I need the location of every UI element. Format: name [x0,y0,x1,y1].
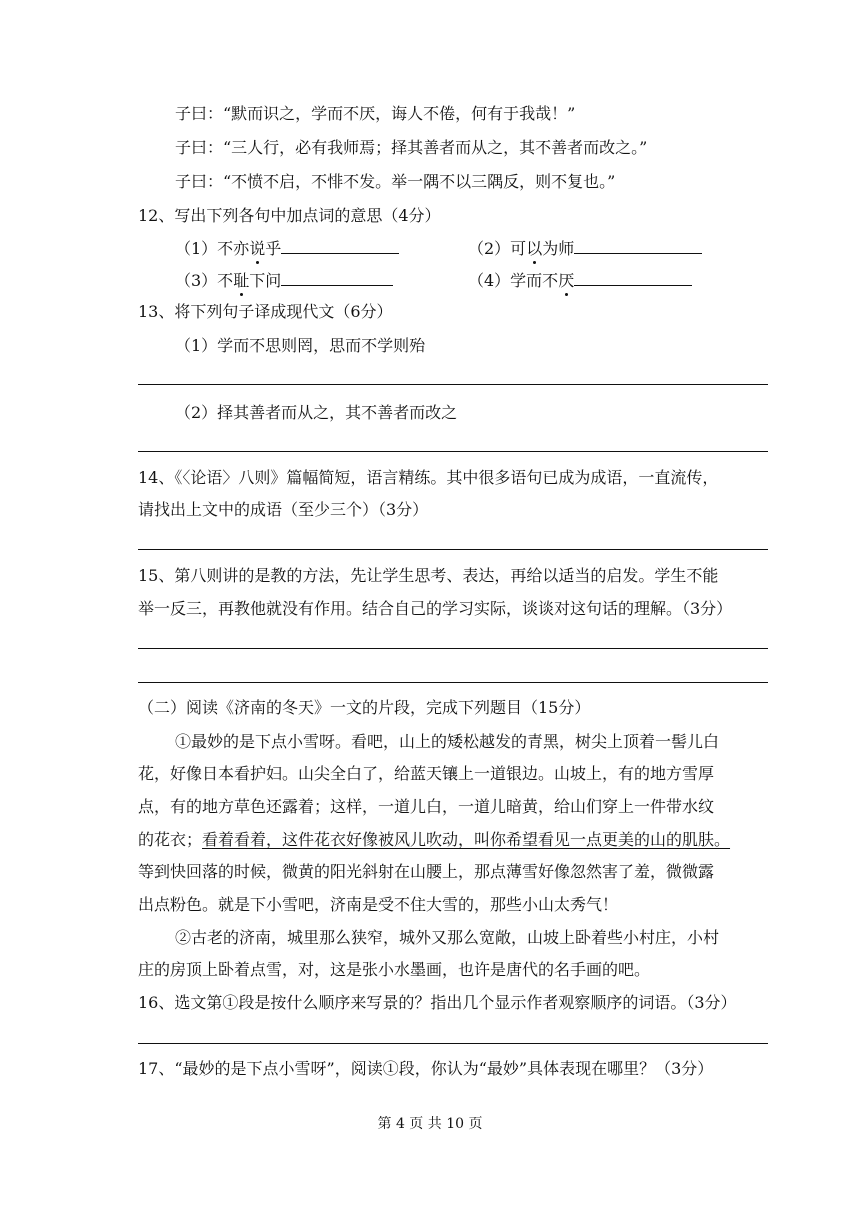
question-14-line-1: 14、《〈论语〉八则》篇幅简短，语言精练。其中很多语句已成为成语，一直流传， [138,468,719,487]
q13-answer-line-2[interactable] [138,451,768,452]
question-15-line-1: 15、第八则讲的是教的方法，先让学生思考、表达，再给以适当的启发。学生不能 [138,566,719,585]
question-15-line-2: 举一反三，再教他就没有作用。结合自己的学习实际，谈谈对这句话的理解。（3分） [138,599,733,618]
q12-item-2-post: 为师 [542,239,575,258]
q16-answer-line[interactable] [138,1043,768,1044]
section-2-title: （二）阅读《济南的冬天》一文的片段，完成下列题目（15分） [138,698,591,717]
underlined-sentence: 看着看着，这件花衣好像被风儿吹动，叫你希望看见一点更美的山的肌肤。 [202,830,731,849]
passage-p1-line-3: 点，有的地方草色还露着；这样，一道儿白，一道儿暗黄，给山们穿上一件带水纹 [138,797,715,816]
q15-answer-line-1[interactable] [138,648,768,649]
q12-item-1-pre: （1）不亦 [175,239,250,258]
q12-item-1-dotted-word: 说 [249,239,266,258]
q12-item-3-post: 下问 [249,271,282,290]
question-13-title: 13、将下列句子译成现代文（6分） [138,302,393,321]
quote-1: 子曰：“默而识之，学而不厌，诲人不倦，何有于我哉！” [175,104,576,123]
q13-answer-line-1[interactable] [138,384,768,385]
q12-item-4-dotted-word: 厌 [558,271,575,290]
question-14-line-2: 请找出上文中的成语（至少三个）（3分） [138,500,429,519]
passage-p1-line-6: 出点粉色。就是下小雪吧，济南是受不住大雪的，那些小山太秀气！ [138,895,619,914]
passage-p2-line-1: ②古老的济南，城里那么狭窄，城外又那么宽敞，山坡上卧着些小村庄，小村 [175,928,720,947]
q13-sentence-2: （2）择其善者而从之，其不善者而改之 [175,403,458,422]
q12-item-1 [175,237,399,260]
q12-item-3-pre: （3）不 [175,271,234,290]
quote-2: 子曰：“三人行，必有我师焉；择其善者而从之，其不善者而改之。” [175,138,648,157]
q14-answer-line[interactable] [138,549,768,550]
q12-answer-blank-3[interactable] [281,269,393,286]
q12-item-3 [175,269,393,292]
passage-p1-line-5: 等到快回落的时候，微黄的阳光斜射在山腰上，那点薄雪好像忽然害了羞，微微露 [138,862,715,881]
q15-answer-line-2[interactable] [138,682,768,683]
page-footer: 第 4 页 共 10 页 [377,1116,483,1132]
q12-item-4 [468,269,692,292]
q12-answer-blank-1[interactable] [281,237,399,254]
q12-item-4-pre: （4）学而不 [468,271,559,290]
q12-item-2-dotted-word: 以 [526,239,543,258]
question-17: 17、“最妙的是下点小雪呀”，阅读①段，你认为“最妙”具体表现在哪里？（3分） [138,1059,714,1078]
q12-item-2-pre: （2）可 [468,239,527,258]
passage-p2-line-2: 庄的房顶上卧着点雪，对，这是张小水墨画，也许是唐代的名手画的吧。 [138,960,651,979]
q12-answer-blank-2[interactable] [574,237,702,254]
passage-p1-line-4 [138,829,730,851]
quote-3: 子曰：“不愤不启，不悱不发。举一隅不以三隅反，则不复也。” [175,172,616,191]
q12-item-1-post: 乎 [265,239,282,258]
q12-item-3-dotted-word: 耻 [233,271,250,290]
q13-sentence-1: （1）学而不思则罔，思而不学则殆 [175,336,426,355]
q12-item-2 [468,237,702,260]
question-12-title: 12、写出下列各句中加点词的意思（4分） [138,206,441,225]
q12-answer-blank-4[interactable] [574,269,692,286]
passage-p1-line-2: 花，好像日本看护妇。山尖全白了，给蓝天镶上一道银边。山坡上，有的地方雪厚 [138,764,715,783]
passage-p1-line-1: ①最妙的是下点小雪呀。看吧，山上的矮松越发的青黑，树尖上顶着一髻儿白 [175,732,720,751]
passage-p1-line-4-start: 的花衣； [138,830,203,849]
question-16: 16、选文第①段是按什么顺序来写景的？指出几个显示作者观察顺序的词语。（3分） [138,993,737,1012]
